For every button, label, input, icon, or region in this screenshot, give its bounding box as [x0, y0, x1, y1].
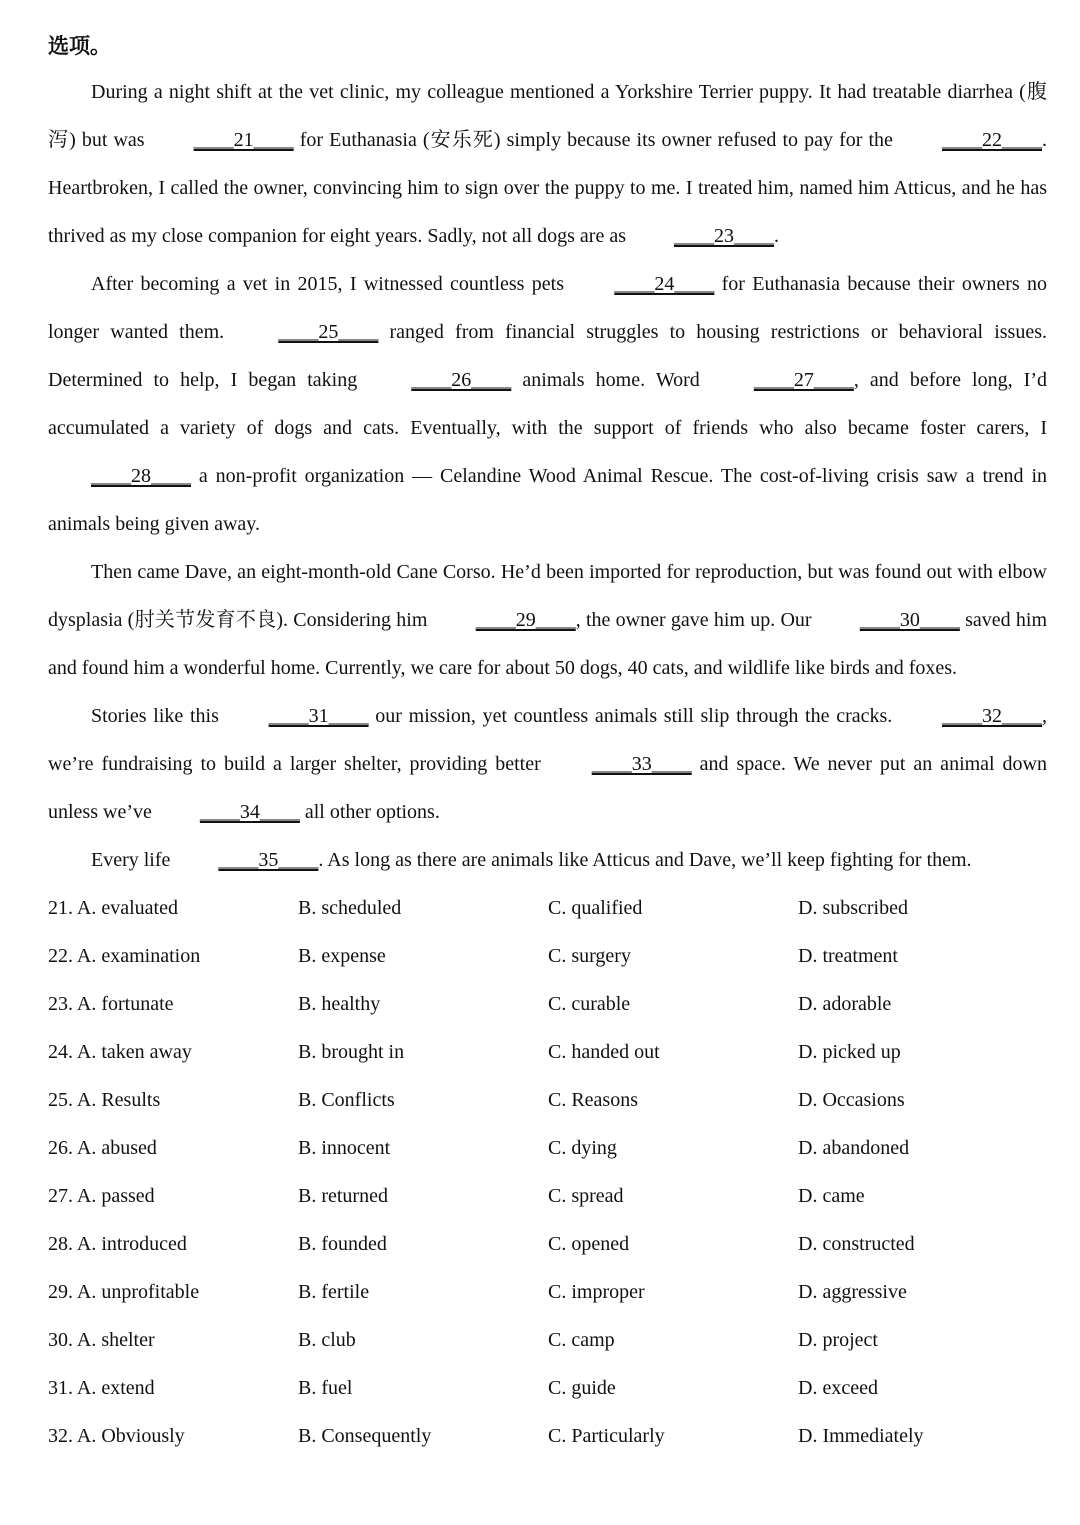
passage-text: animals home. Word	[511, 369, 711, 391]
answer-blank: ____26____	[411, 369, 512, 391]
passage-text: , we’re fundraising to build a larger shelter, providing better	[48, 705, 1047, 775]
passage-text: Every life	[91, 849, 176, 871]
option-choice: 28. A. introduced	[48, 1233, 187, 1255]
option-row	[48, 884, 1047, 932]
passage-paragraph	[48, 548, 1047, 692]
option-choice: 26. A. abused	[48, 1137, 157, 1159]
option-row	[48, 980, 1047, 1028]
option-choice: B. brought in	[298, 1041, 405, 1063]
option-choice: 22. A. examination	[48, 945, 201, 967]
option-choice: 32. A. Obviously	[48, 1425, 185, 1447]
option-choice: D. constructed	[798, 1233, 915, 1255]
passage-text: for Euthanasia (安乐死) simply because its owner refused to pay for the	[293, 129, 899, 151]
option-row	[48, 1076, 1047, 1124]
passage-text: .	[774, 225, 779, 247]
answer-blank: ____21____	[193, 129, 294, 151]
option-choice: B. scheduled	[298, 897, 402, 919]
option-choice: B. returned	[298, 1185, 388, 1207]
option-choice: B. Conflicts	[298, 1089, 395, 1111]
passage-text: ranged from financial struggles to housing restrictions or behavioral issues. Determined to help, I began taking	[48, 321, 1047, 391]
option-choice: 23. A. fortunate	[48, 993, 174, 1015]
option-choice: C. improper	[548, 1281, 645, 1303]
answer-blank: ____29____	[475, 609, 576, 631]
answer-blank: ____35____	[218, 849, 319, 871]
option-choice: B. club	[298, 1329, 356, 1351]
option-choice: B. healthy	[298, 993, 381, 1015]
option-choice: C. qualified	[548, 897, 643, 919]
passage-text: , the owner gave him up. Our	[575, 609, 817, 631]
option-choice: C. Reasons	[548, 1089, 638, 1111]
option-choice: D. project	[798, 1329, 878, 1351]
option-choice: C. handed out	[548, 1041, 660, 1063]
passage-paragraph	[48, 692, 1047, 836]
option-row	[48, 1364, 1047, 1412]
option-choice: 24. A. taken away	[48, 1041, 192, 1063]
option-choice: C. camp	[548, 1329, 615, 1351]
option-choice: D. Immediately	[798, 1425, 924, 1447]
option-choice: 25. A. Results	[48, 1089, 161, 1111]
option-choice: D. picked up	[798, 1041, 901, 1063]
answer-blank: ____30____	[859, 609, 960, 631]
passage-paragraph	[48, 68, 1047, 260]
passage-paragraph	[48, 260, 1047, 548]
answer-blank: ____24____	[614, 273, 715, 295]
passage-text: our mission, yet countless animals still slip through the cracks.	[368, 705, 899, 727]
answer-blank: ____23____	[674, 225, 774, 247]
option-choice: D. exceed	[798, 1377, 878, 1399]
section-heading: 选项。	[48, 34, 111, 58]
option-row	[48, 932, 1047, 980]
option-choice: B. fertile	[298, 1281, 370, 1303]
document-page	[48, 24, 1047, 1460]
option-choice: C. dying	[548, 1137, 617, 1159]
option-choice: C. surgery	[548, 945, 631, 967]
answer-options	[48, 884, 1047, 1460]
option-choice: B. expense	[298, 945, 386, 967]
passage-text: Stories like this	[91, 705, 226, 727]
option-choice: C. Particularly	[548, 1425, 665, 1447]
passage-text: and space. We never put an animal down unless we’ve	[48, 753, 1047, 823]
passage-text: After becoming a vet in 2015, I witnessed countless pets	[91, 273, 572, 295]
option-choice: 29. A. unprofitable	[48, 1281, 200, 1303]
option-choice: 27. A. passed	[48, 1185, 155, 1207]
option-choice: B. founded	[298, 1233, 387, 1255]
passage-text: all other options.	[299, 801, 440, 823]
answer-blank: ____25____	[278, 321, 379, 343]
option-choice: C. curable	[548, 993, 631, 1015]
option-choice: C. spread	[548, 1185, 624, 1207]
passage-text: for Euthanasia because their owners no longer wanted them.	[48, 273, 1047, 343]
option-choice: D. aggressive	[798, 1281, 907, 1303]
answer-blank: ____32____	[942, 705, 1042, 727]
option-row	[48, 1316, 1047, 1364]
passage-text: . Heartbroken, I called the owner, convincing him to sign over the puppy to me. I treated him, named him Atticus, and he has thrived as my close companion for eight years. Sadly, not all dogs are as	[48, 129, 1047, 247]
answer-blank: ____28____	[91, 465, 191, 487]
option-row	[48, 1268, 1047, 1316]
option-choice: B. innocent	[298, 1137, 391, 1159]
answer-blank: ____34____	[199, 801, 300, 823]
option-choice: D. abandoned	[798, 1137, 910, 1159]
option-choice: B. Consequently	[298, 1425, 432, 1447]
answer-blank: ____22____	[942, 129, 1042, 151]
cloze-passage	[48, 68, 1047, 884]
passage-text: a non-profit organization — Celandine Wood Animal Rescue. The cost-of-living crisis saw a trend in animals being given away.	[48, 465, 1047, 535]
passage-text: , and before long, I’d accumulated a variety of dogs and cats. Eventually, with the support of friends who also became foster carers, I	[48, 369, 1047, 439]
option-choice: D. came	[798, 1185, 865, 1207]
option-row	[48, 1220, 1047, 1268]
answer-blank: ____33____	[591, 753, 692, 775]
option-row	[48, 1412, 1047, 1460]
option-row	[48, 1124, 1047, 1172]
answer-blank: ____27____	[753, 369, 854, 391]
option-choice: C. guide	[548, 1377, 616, 1399]
option-choice: D. Occasions	[798, 1089, 905, 1111]
passage-text: Then came Dave, an eight-month-old Cane Corso. He’d been imported for reproduction, but was found out with elbow dysplasia (肘关节发育不良). Considering him	[48, 561, 1047, 631]
option-row	[48, 1028, 1047, 1076]
option-choice: D. subscribed	[798, 897, 908, 919]
passage-text: saved him and found him a wonderful home. Currently, we care for about 50 dogs, 40 cats, and wildlife like birds and foxes.	[48, 609, 1048, 679]
passage-text: . As long as there are animals like Atticus and Dave, we’ll keep fighting for them.	[318, 849, 972, 871]
option-choice: C. opened	[548, 1233, 630, 1255]
passage-paragraph	[48, 836, 1047, 884]
option-choice: 31. A. extend	[48, 1377, 155, 1399]
option-row	[48, 1172, 1047, 1220]
option-choice: D. treatment	[798, 945, 898, 967]
option-choice: 30. A. shelter	[48, 1329, 155, 1351]
passage-text: During a night shift at the vet clinic, my colleague mentioned a Yorkshire Terrier puppy. It had treatable diarrhea (腹泻) but was	[48, 81, 1047, 151]
answer-blank: ____31____	[268, 705, 369, 727]
option-choice: D. adorable	[798, 993, 892, 1015]
option-choice: B. fuel	[298, 1377, 353, 1399]
option-choice: 21. A. evaluated	[48, 897, 178, 919]
